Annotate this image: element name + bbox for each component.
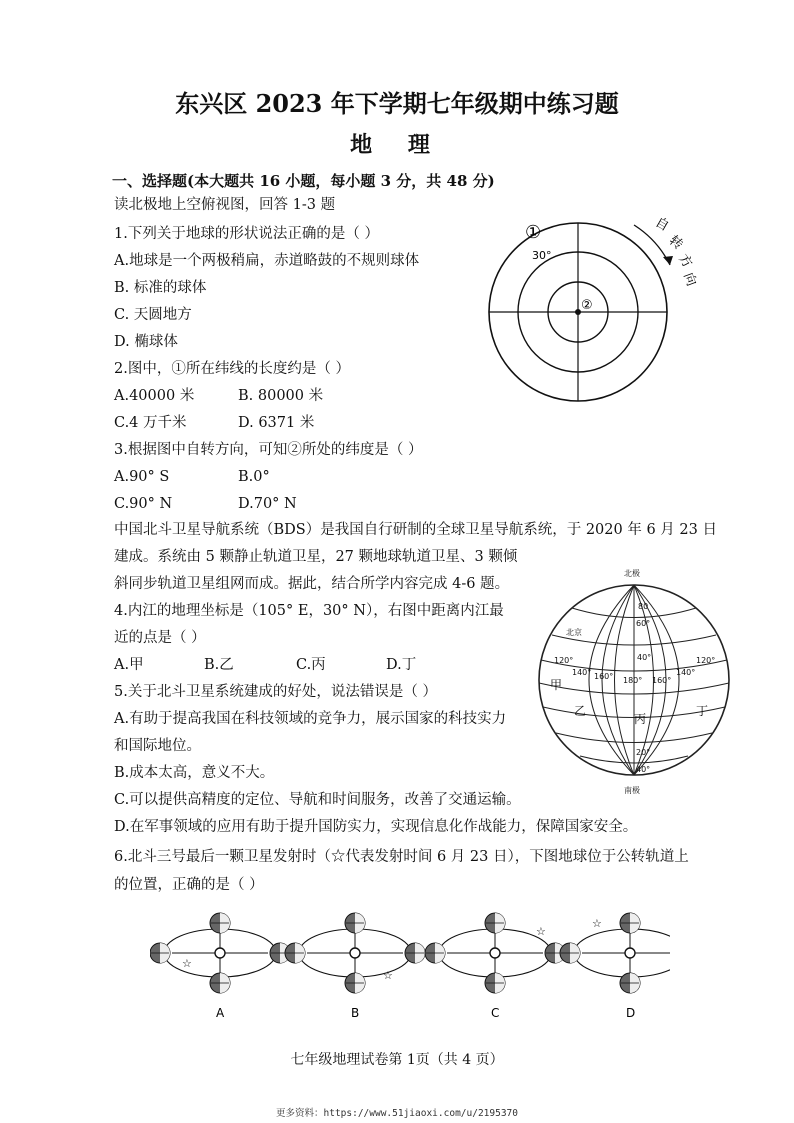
lon-label-120w: 120° [554,656,574,665]
marker-2: ② [581,298,593,313]
earth-icon [210,913,230,933]
lat-label-60: 60° [636,619,651,628]
point-jia: 甲 [550,678,563,692]
polar-view-figure [470,205,710,420]
lon-label-160e: 160° [652,676,672,685]
lat-label-80: 80 [638,602,649,611]
q3-option-d: D.70° N [238,496,297,512]
svg-text:方: 方 [675,251,695,271]
orbit-options-figure [150,905,670,1025]
q1-option-b: B. 标准的球体 [114,280,207,296]
subject-title: 地 理 [350,132,444,158]
q2-option-a: A.40000 米 [114,388,195,404]
bds-text-line1: 中国北斗卫星导航系统（BDS）是我国自行研制的全球卫星导航系统，于 2020 年 6 月 23 日 [114,522,717,538]
q4-option-d: D.丁 [386,657,417,673]
q1-option-d: D. 椭球体 [114,334,178,350]
earth-icon [620,913,640,933]
q3-option-b: B.0° [238,469,270,485]
q5-option-a-line1: A.有助于提高我国在科技领域的竞争力，展示国家的科技实力 [114,711,507,727]
page-footer: 七年级地理试卷第 1页（共 4 页） [290,1052,504,1068]
q4-option-a: A.甲 [114,657,144,673]
lon-label-160w: 160° [594,672,614,681]
lon-label-120e: 120° [696,656,716,665]
option-label: A [216,1006,225,1020]
angle-label: 30° [532,249,552,262]
point-bing: 丙 [634,712,647,726]
q5-option-b: B.成本太高，意义不大。 [114,765,275,781]
q4-stem-line2: 近的点是（ ） [114,630,206,646]
earth-icon [210,973,230,993]
globe-grid-figure [530,565,740,795]
south-pole-label: 南极 [624,786,640,795]
source-link: 更多资料：https://www.51jiaoxi.com/u/2195370 [276,1108,518,1119]
earth-icon [285,943,305,963]
earth-icon [485,913,505,933]
bds-text-line2: 建成。系统由 5 颗静止轨道卫星，27 颗地球轨道卫星、3 颗倾 [114,549,518,565]
sun-icon [625,948,635,958]
q2-option-b: B. 80000 米 [238,388,324,404]
marker-1: ① [525,222,542,243]
q6-stem-line2: 的位置，正确的是（ ） [114,877,264,893]
earth-icon [405,943,425,963]
point-ding: 丁 [696,704,709,718]
q1-option-c: C. 天圆地方 [114,307,192,323]
lon-label-180: 180° [623,676,643,685]
q2-stem: 2.图中，①所在纬线的长度约是（ ） [114,361,350,377]
lon-label-140w: 140° [572,668,592,677]
q1-stem: 1.下列关于地球的形状说法正确的是（ ） [114,226,379,242]
launch-star-icon: ☆ [536,925,546,938]
q2-option-c: C.4 万千米 [114,415,187,431]
q6-stem-line1: 6.北斗三号最后一颗卫星发射时（☆代表发射时间 6 月 23 日），下图地球位于公转轨道上 [114,849,689,865]
q4-stem-line1: 4.内江的地理坐标是（105° E，30° N），右图中距离内江最 [114,603,504,619]
svg-text:转: 转 [665,233,686,253]
sun-icon [350,948,360,958]
beijing-label: 北京 [566,628,582,637]
earth-icon [620,973,640,993]
launch-star-icon: ☆ [383,969,393,982]
earth-icon [560,943,580,963]
lat-label-20s: 20° [636,748,651,757]
option-label: D [626,1006,636,1020]
sun-icon [490,948,500,958]
q5-option-c: C.可以提供高精度的定位、导航和时间服务，改善了交通运输。 [114,792,521,808]
q3-option-a: A.90° S [114,469,170,485]
option-label: B [351,1006,360,1020]
earth-icon [345,973,365,993]
q1-option-a: A.地球是一个两极稍扁，赤道略鼓的不规则球体 [114,253,420,269]
launch-star-icon: ☆ [182,957,192,970]
section-heading: 一、选择题(本大题共 16 小题，每小题 3 分，共 48 分) [112,172,495,190]
q4-option-b: B.乙 [204,657,234,673]
lon-label-140e: 140° [676,668,696,677]
section-intro: 读北极地上空俯视图，回答 1-3 题 [114,197,336,213]
exam-title: 东兴区 2023 年下学期七年级期中练习题 [175,89,619,118]
earth-icon [485,973,505,993]
svg-text:自: 自 [652,214,672,235]
launch-star-icon: ☆ [592,917,602,930]
q3-stem: 3.根据图中自转方向，可知②所处的纬度是（ ） [114,442,423,458]
bds-text-line3: 斜同步轨道卫星组网而成。据此，结合所学内容完成 4-6 题。 [114,576,510,592]
q4-option-c: C.丙 [296,657,326,673]
north-pole-label: 北极 [624,569,640,578]
option-label: C [491,1006,500,1020]
earth-icon [150,943,170,963]
q5-option-d: D.在军事领域的应用有助于提升国防实力，实现信息化作战能力，保障国家安全。 [114,819,638,835]
sun-icon [215,948,225,958]
q5-stem: 5.关于北斗卫星系统建成的好处，说法错误是（ ） [114,684,437,700]
q5-option-a-line2: 和国际地位。 [114,738,201,754]
point-yi: 乙 [574,704,587,718]
earth-icon [425,943,445,963]
lat-label-40s: 40° [636,765,651,774]
lat-label-40n: 40° [637,653,652,662]
q2-option-d: D. 6371 米 [238,415,315,431]
earth-icon [345,913,365,933]
q3-option-c: C.90° N [114,496,173,512]
svg-text:向: 向 [680,270,699,289]
